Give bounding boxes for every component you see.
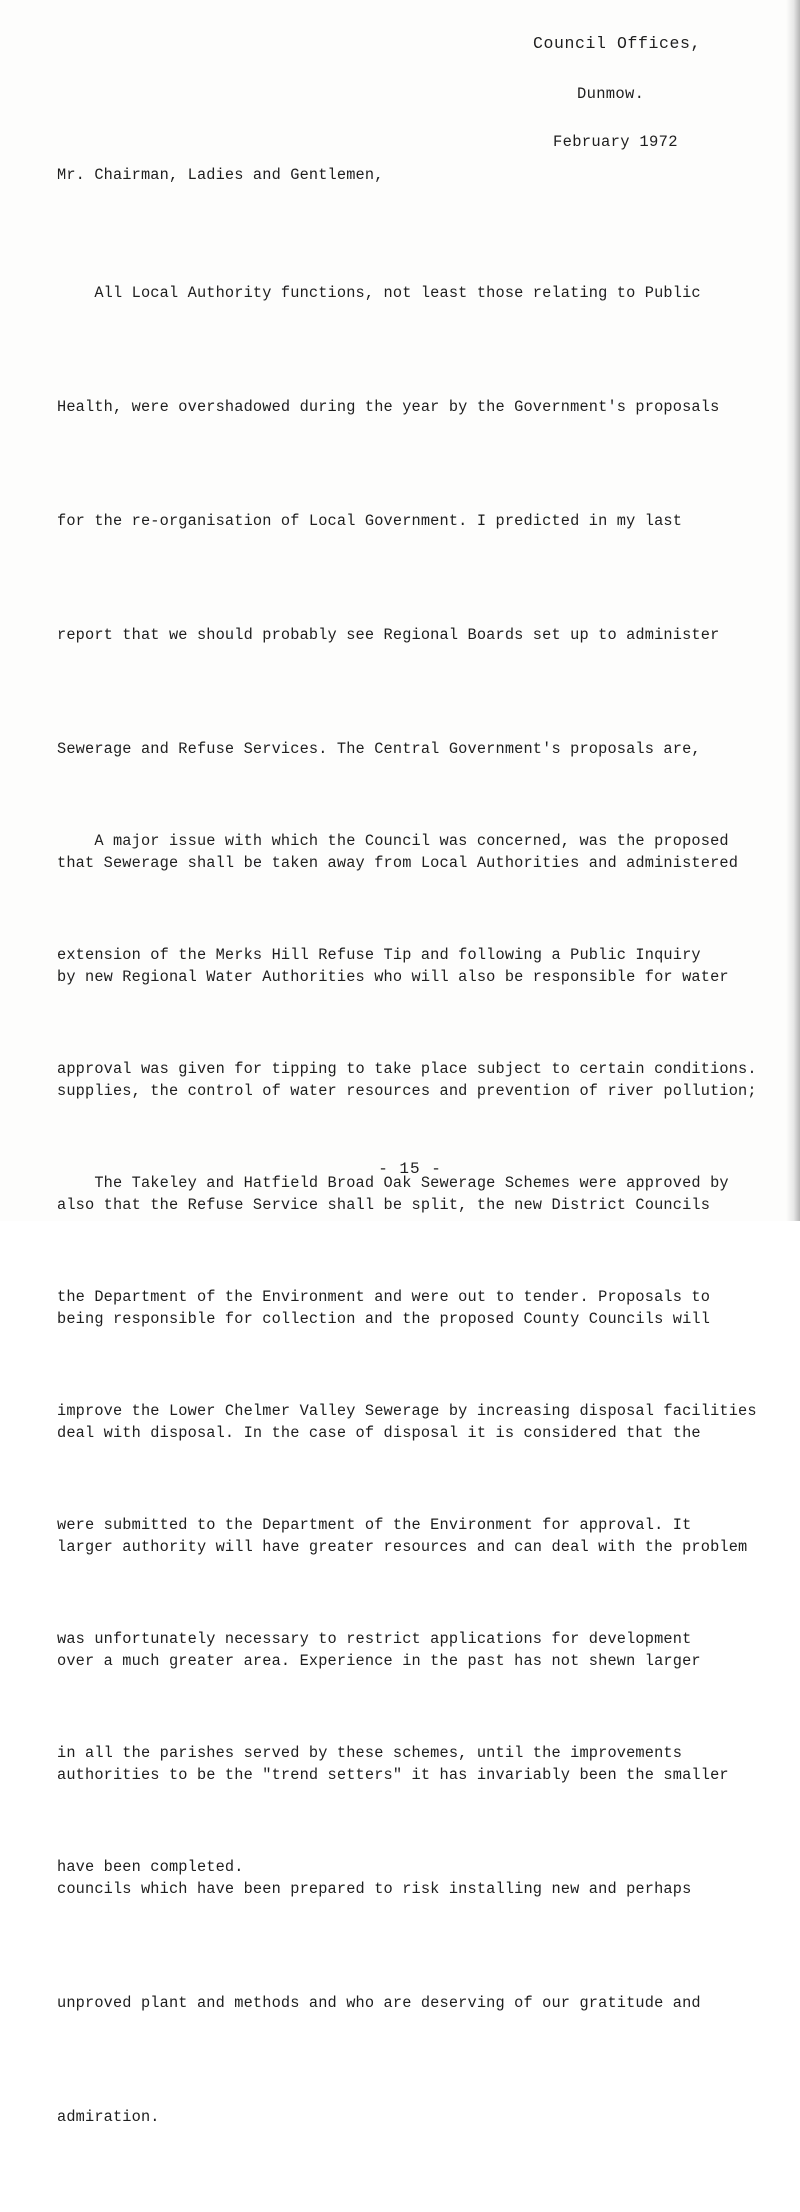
text-line: the Department of the Environment and were out to tender. Proposals to [57, 1288, 711, 1306]
text-line: have been completed. [57, 1858, 244, 1876]
text-line: by new Regional Water Authorities who will also be responsible for water [57, 968, 729, 986]
text-line: The Takeley and Hatfield Broad Oak Sewerage Schemes were approved by [57, 1174, 729, 1192]
text-line: in all the parishes served by these schemes, until the improvements [57, 1744, 683, 1762]
text-line: All Local Authority functions, not least those relating to Public [57, 284, 701, 302]
text-line: also that the Refuse Service shall be split, the new District Councils [57, 1196, 711, 1214]
page-number: - 15 - [378, 1160, 442, 1178]
text-line: were submitted to the Department of the Environment for approval. It [57, 1516, 692, 1534]
text-line: report that we should probably see Regional Boards set up to administer [57, 626, 720, 644]
text-line: deal with disposal. In the case of disposal it is considered that the [57, 1424, 701, 1442]
text-line: unproved plant and methods and who are deserving of our gratitude and [57, 1994, 701, 2012]
text-line: was unfortunately necessary to restrict applications for development [57, 1630, 692, 1648]
text-line: authorities to be the "trend setters" it has invariably been the smaller [57, 1766, 729, 1784]
salutation: Mr. Chairman, Ladies and Gentlemen, [57, 166, 384, 184]
text-line: larger authority will have greater resources and can deal with the problem [57, 1538, 748, 1556]
text-line: councils which have been prepared to risk installing new and perhaps [57, 1880, 692, 1898]
text-line: Health, were overshadowed during the year by the Government's proposals [57, 398, 720, 416]
letterhead-town: Dunmow. [577, 85, 645, 103]
paragraph-2 [57, 746, 797, 1962]
text-line: supplies, the control of water resources and prevention of river pollution; [57, 1082, 757, 1100]
letterhead-date: February 1972 [553, 133, 678, 151]
text-line: improve the Lower Chelmer Valley Sewerage by increasing disposal facilities [57, 1402, 757, 1420]
text-line: approval was given for tipping to take place subject to certain conditions. [57, 1060, 757, 1078]
text-line: Sewerage and Refuse Services. The Central Government's proposals are, [57, 740, 701, 758]
text-line: that Sewerage shall be taken away from Local Authorities and administered [57, 854, 739, 872]
text-line: over a much greater area. Experience in the past has not shewn larger [57, 1652, 701, 1670]
text-line: admiration. [57, 2108, 160, 2126]
text-line: extension of the Merks Hill Refuse Tip and following a Public Inquiry [57, 946, 701, 964]
text-line: A major issue with which the Council was concerned, was the proposed [57, 832, 729, 850]
text-line: being responsible for collection and the proposed County Councils will [57, 1310, 711, 1328]
text-line: for the re-organisation of Local Government. I predicted in my last [57, 512, 683, 530]
letterhead-office: Council Offices, [533, 34, 702, 53]
